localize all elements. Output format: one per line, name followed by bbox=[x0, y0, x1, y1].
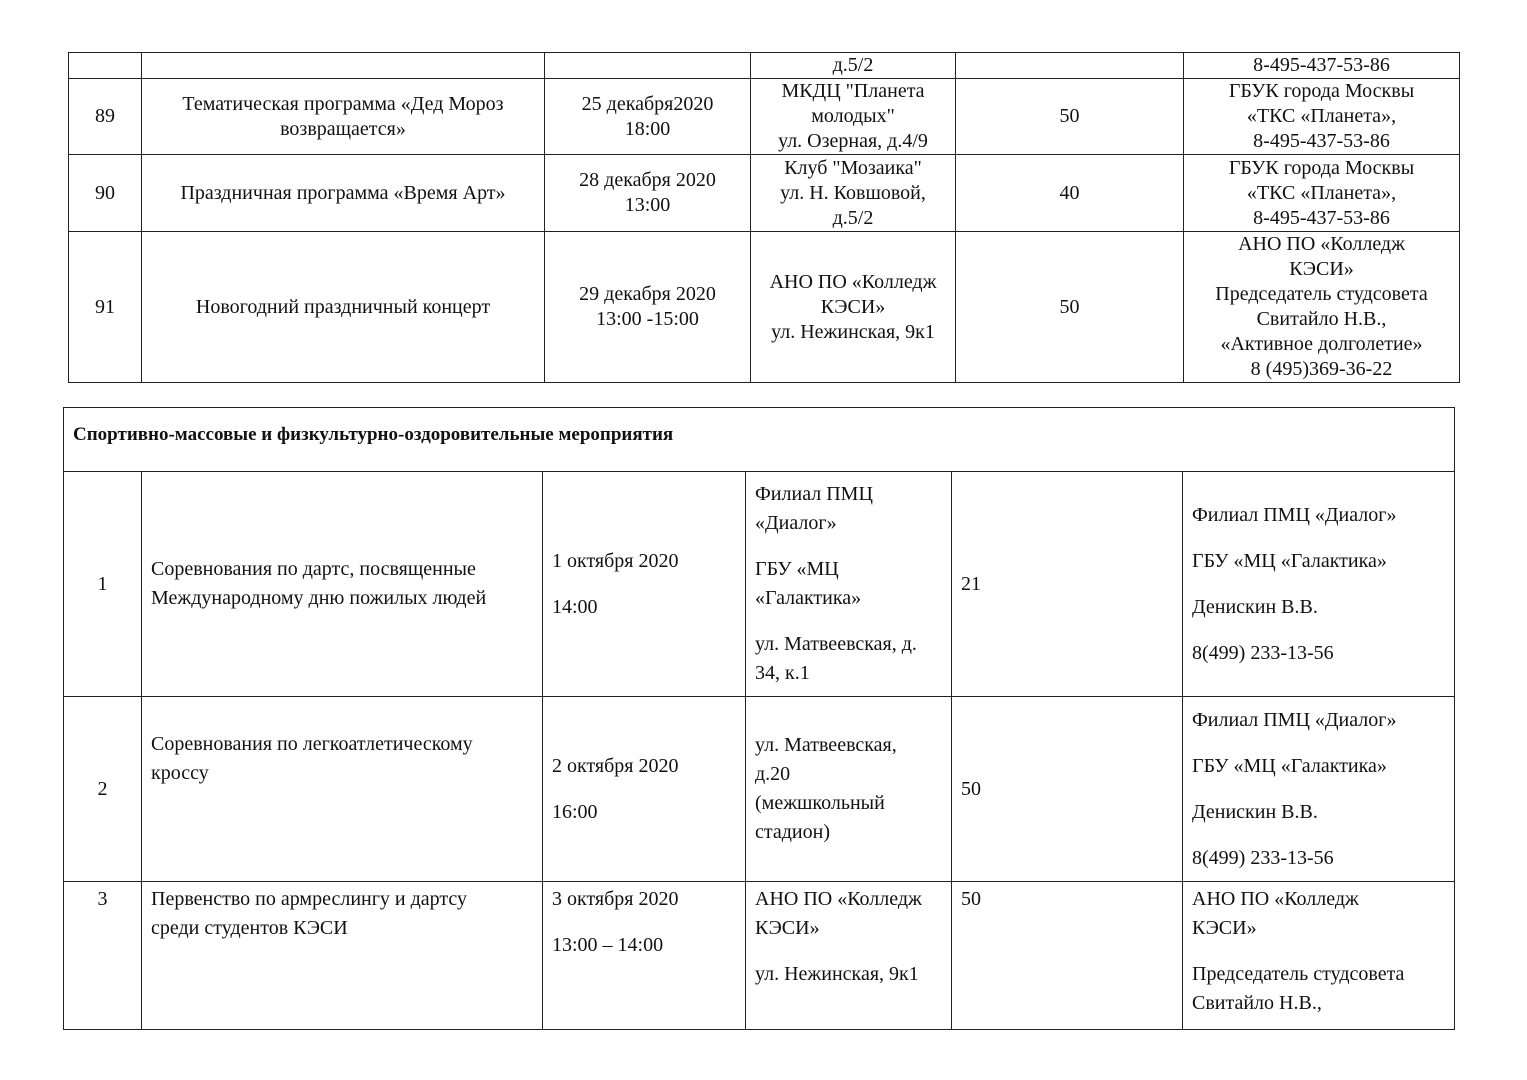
event-line: Соревнования по дартс, посвященные bbox=[151, 558, 476, 580]
section-title: Спортивно-массовые и физкультурно-оздоровительные мероприятия bbox=[64, 408, 1455, 472]
organizer-line: 8-495-437-53-86 bbox=[1253, 206, 1390, 229]
date-line: 3 октября 2020 bbox=[552, 888, 679, 910]
row-number: 1 bbox=[64, 472, 142, 697]
event-line: Соревнования по легкоатлетическому bbox=[151, 733, 473, 755]
event-venue bbox=[751, 53, 956, 79]
venue-line: ул. Матвеевская, д. bbox=[755, 633, 917, 655]
venue-line: д.5/2 bbox=[832, 54, 874, 76]
event-venue bbox=[746, 472, 952, 697]
venue-line: МКДЦ "Планета bbox=[781, 80, 925, 102]
venue-line: КЭСИ» bbox=[820, 295, 886, 318]
venue-line: «Диалог» bbox=[755, 512, 837, 534]
time-line: 13:00 -15:00 bbox=[596, 308, 699, 330]
venue-line: (межшкольный bbox=[755, 792, 885, 814]
venue-line: ул. Н. Ковшовой, bbox=[780, 181, 926, 204]
organizer-line: Свитайло Н.В., bbox=[1192, 992, 1322, 1014]
event-date bbox=[543, 882, 746, 1030]
organizer-line: Денискин В.В. bbox=[1192, 800, 1318, 823]
event-name bbox=[142, 53, 545, 79]
event-organizer bbox=[1183, 472, 1455, 697]
participants-count bbox=[956, 53, 1184, 79]
event-line: Первенство по армреслингу и дартсу bbox=[151, 888, 468, 910]
event-name bbox=[142, 697, 543, 882]
organizer-line: Свитайло Н.В., bbox=[1256, 308, 1387, 330]
event-venue bbox=[751, 155, 956, 232]
organizer-line: 8-495-437-53-86 bbox=[1253, 130, 1390, 152]
venue-line: «Галактика» bbox=[755, 587, 862, 609]
venue-line: д.20 bbox=[755, 763, 791, 785]
event-line: Международному дню пожилых людей bbox=[151, 587, 487, 609]
venue-line: 34, к.1 bbox=[755, 662, 810, 684]
participants-count: 50 bbox=[956, 79, 1184, 155]
participants-count: 50 bbox=[952, 882, 1183, 1030]
organizer-line: Председатель студсовета bbox=[1192, 963, 1405, 985]
event-name bbox=[142, 79, 545, 155]
table-row bbox=[69, 53, 1460, 79]
event-organizer bbox=[1184, 232, 1460, 383]
venue-line: ул. Нежинская, 9к1 bbox=[771, 320, 935, 343]
organizer-line: КЭСИ» bbox=[1192, 917, 1257, 939]
organizer-line: Председатель студсовета bbox=[1215, 283, 1428, 305]
event-line: Тематическая программа «Дед Мороз bbox=[182, 92, 504, 115]
participants-count: 40 bbox=[956, 155, 1184, 232]
date-line: 2 октября 2020 bbox=[552, 754, 679, 777]
table-row bbox=[64, 697, 1455, 882]
organizer-line: Филиал ПМЦ «Диалог» bbox=[1192, 503, 1397, 526]
event-venue bbox=[751, 232, 956, 383]
table-row bbox=[64, 472, 1455, 697]
participants-count: 21 bbox=[952, 472, 1183, 697]
time-line: 18:00 bbox=[624, 117, 671, 140]
time-line: 13:00 bbox=[624, 194, 671, 216]
event-date bbox=[545, 53, 751, 79]
organizer-line: Денискин В.В. bbox=[1192, 595, 1318, 618]
event-line: среди студентов КЭСИ bbox=[151, 917, 348, 939]
event-date bbox=[543, 472, 746, 697]
time-line: 14:00 bbox=[552, 595, 598, 618]
event-name bbox=[142, 232, 545, 383]
venue-line: Филиал ПМЦ bbox=[755, 483, 873, 505]
event-name bbox=[142, 472, 543, 697]
row-number: 91 bbox=[69, 232, 142, 383]
event-venue bbox=[751, 79, 956, 155]
event-organizer bbox=[1184, 53, 1460, 79]
organizer-line: Филиал ПМЦ «Диалог» bbox=[1192, 708, 1397, 731]
date-line: 29 декабря 2020 bbox=[579, 283, 716, 305]
sports-events-table bbox=[63, 407, 1455, 1030]
organizer-line: КЭСИ» bbox=[1289, 258, 1354, 280]
event-line: возвращается» bbox=[280, 117, 406, 140]
section-header-row bbox=[64, 408, 1455, 472]
time-line: 13:00 – 14:00 bbox=[552, 934, 664, 956]
row-number: 3 bbox=[64, 882, 142, 1030]
event-line: кроссу bbox=[151, 762, 209, 784]
venue-line: ул. Матвеевская, bbox=[755, 734, 897, 756]
row-number: 90 bbox=[69, 155, 142, 232]
table-row bbox=[69, 155, 1460, 232]
event-date bbox=[545, 79, 751, 155]
date-line: 1 октября 2020 bbox=[552, 549, 679, 572]
event-name bbox=[142, 155, 545, 232]
venue-line: АНО ПО «Колледж bbox=[755, 888, 922, 910]
venue-line: молодых" bbox=[811, 105, 895, 127]
event-line: Новогодний праздничный концерт bbox=[195, 295, 491, 318]
row-number: 89 bbox=[69, 79, 142, 155]
organizer-line: «ТКС «Планета», bbox=[1246, 105, 1397, 127]
event-organizer bbox=[1183, 697, 1455, 882]
organizer-line: «ТКС «Планета», bbox=[1246, 181, 1397, 204]
row-number bbox=[69, 53, 142, 79]
venue-line: ГБУ «МЦ bbox=[755, 558, 839, 580]
organizer-line: ГБУ «МЦ «Галактика» bbox=[1192, 549, 1387, 572]
organizer-line: 8(499) 233-13-56 bbox=[1192, 846, 1334, 869]
events-table-continued bbox=[68, 52, 1460, 383]
participants-count: 50 bbox=[956, 232, 1184, 383]
organizer-line: 8-495-437-53-86 bbox=[1253, 54, 1390, 76]
organizer-line: «Активное долголетие» bbox=[1220, 333, 1423, 355]
organizer-line: 8(499) 233-13-56 bbox=[1192, 641, 1334, 664]
table-row bbox=[64, 882, 1455, 1030]
organizer-line: ГБУК города Москвы bbox=[1228, 156, 1415, 179]
venue-line: ул. Нежинская, 9к1 bbox=[755, 963, 919, 985]
event-date bbox=[543, 697, 746, 882]
date-line: 25 декабря2020 bbox=[581, 92, 714, 115]
event-name bbox=[142, 882, 543, 1030]
venue-line: КЭСИ» bbox=[755, 917, 820, 939]
row-number: 2 bbox=[64, 697, 142, 882]
event-line: Праздничная программа «Время Арт» bbox=[180, 181, 506, 204]
event-organizer bbox=[1183, 882, 1455, 1030]
organizer-line: АНО ПО «Колледж bbox=[1238, 233, 1405, 255]
organizer-line: ГБУ «МЦ «Галактика» bbox=[1192, 754, 1387, 777]
table-row bbox=[69, 79, 1460, 155]
organizer-line: ГБУК города Москвы bbox=[1228, 80, 1415, 102]
venue-line: ул. Озерная, д.4/9 bbox=[778, 130, 928, 152]
table-row bbox=[69, 232, 1460, 383]
time-line: 16:00 bbox=[552, 800, 598, 823]
date-line: 28 декабря 2020 bbox=[579, 169, 716, 191]
venue-line: АНО ПО «Колледж bbox=[769, 270, 937, 293]
event-date bbox=[545, 155, 751, 232]
event-organizer bbox=[1184, 79, 1460, 155]
event-venue bbox=[746, 697, 952, 882]
event-venue bbox=[746, 882, 952, 1030]
venue-line: д.5/2 bbox=[832, 206, 874, 229]
organizer-line: АНО ПО «Колледж bbox=[1192, 888, 1359, 910]
organizer-line: 8 (495)369-36-22 bbox=[1250, 358, 1393, 380]
participants-count: 50 bbox=[952, 697, 1183, 882]
event-date bbox=[545, 232, 751, 383]
venue-line: Клуб "Мозаика" bbox=[784, 156, 922, 179]
event-organizer bbox=[1184, 155, 1460, 232]
venue-line: стадион) bbox=[755, 821, 830, 843]
